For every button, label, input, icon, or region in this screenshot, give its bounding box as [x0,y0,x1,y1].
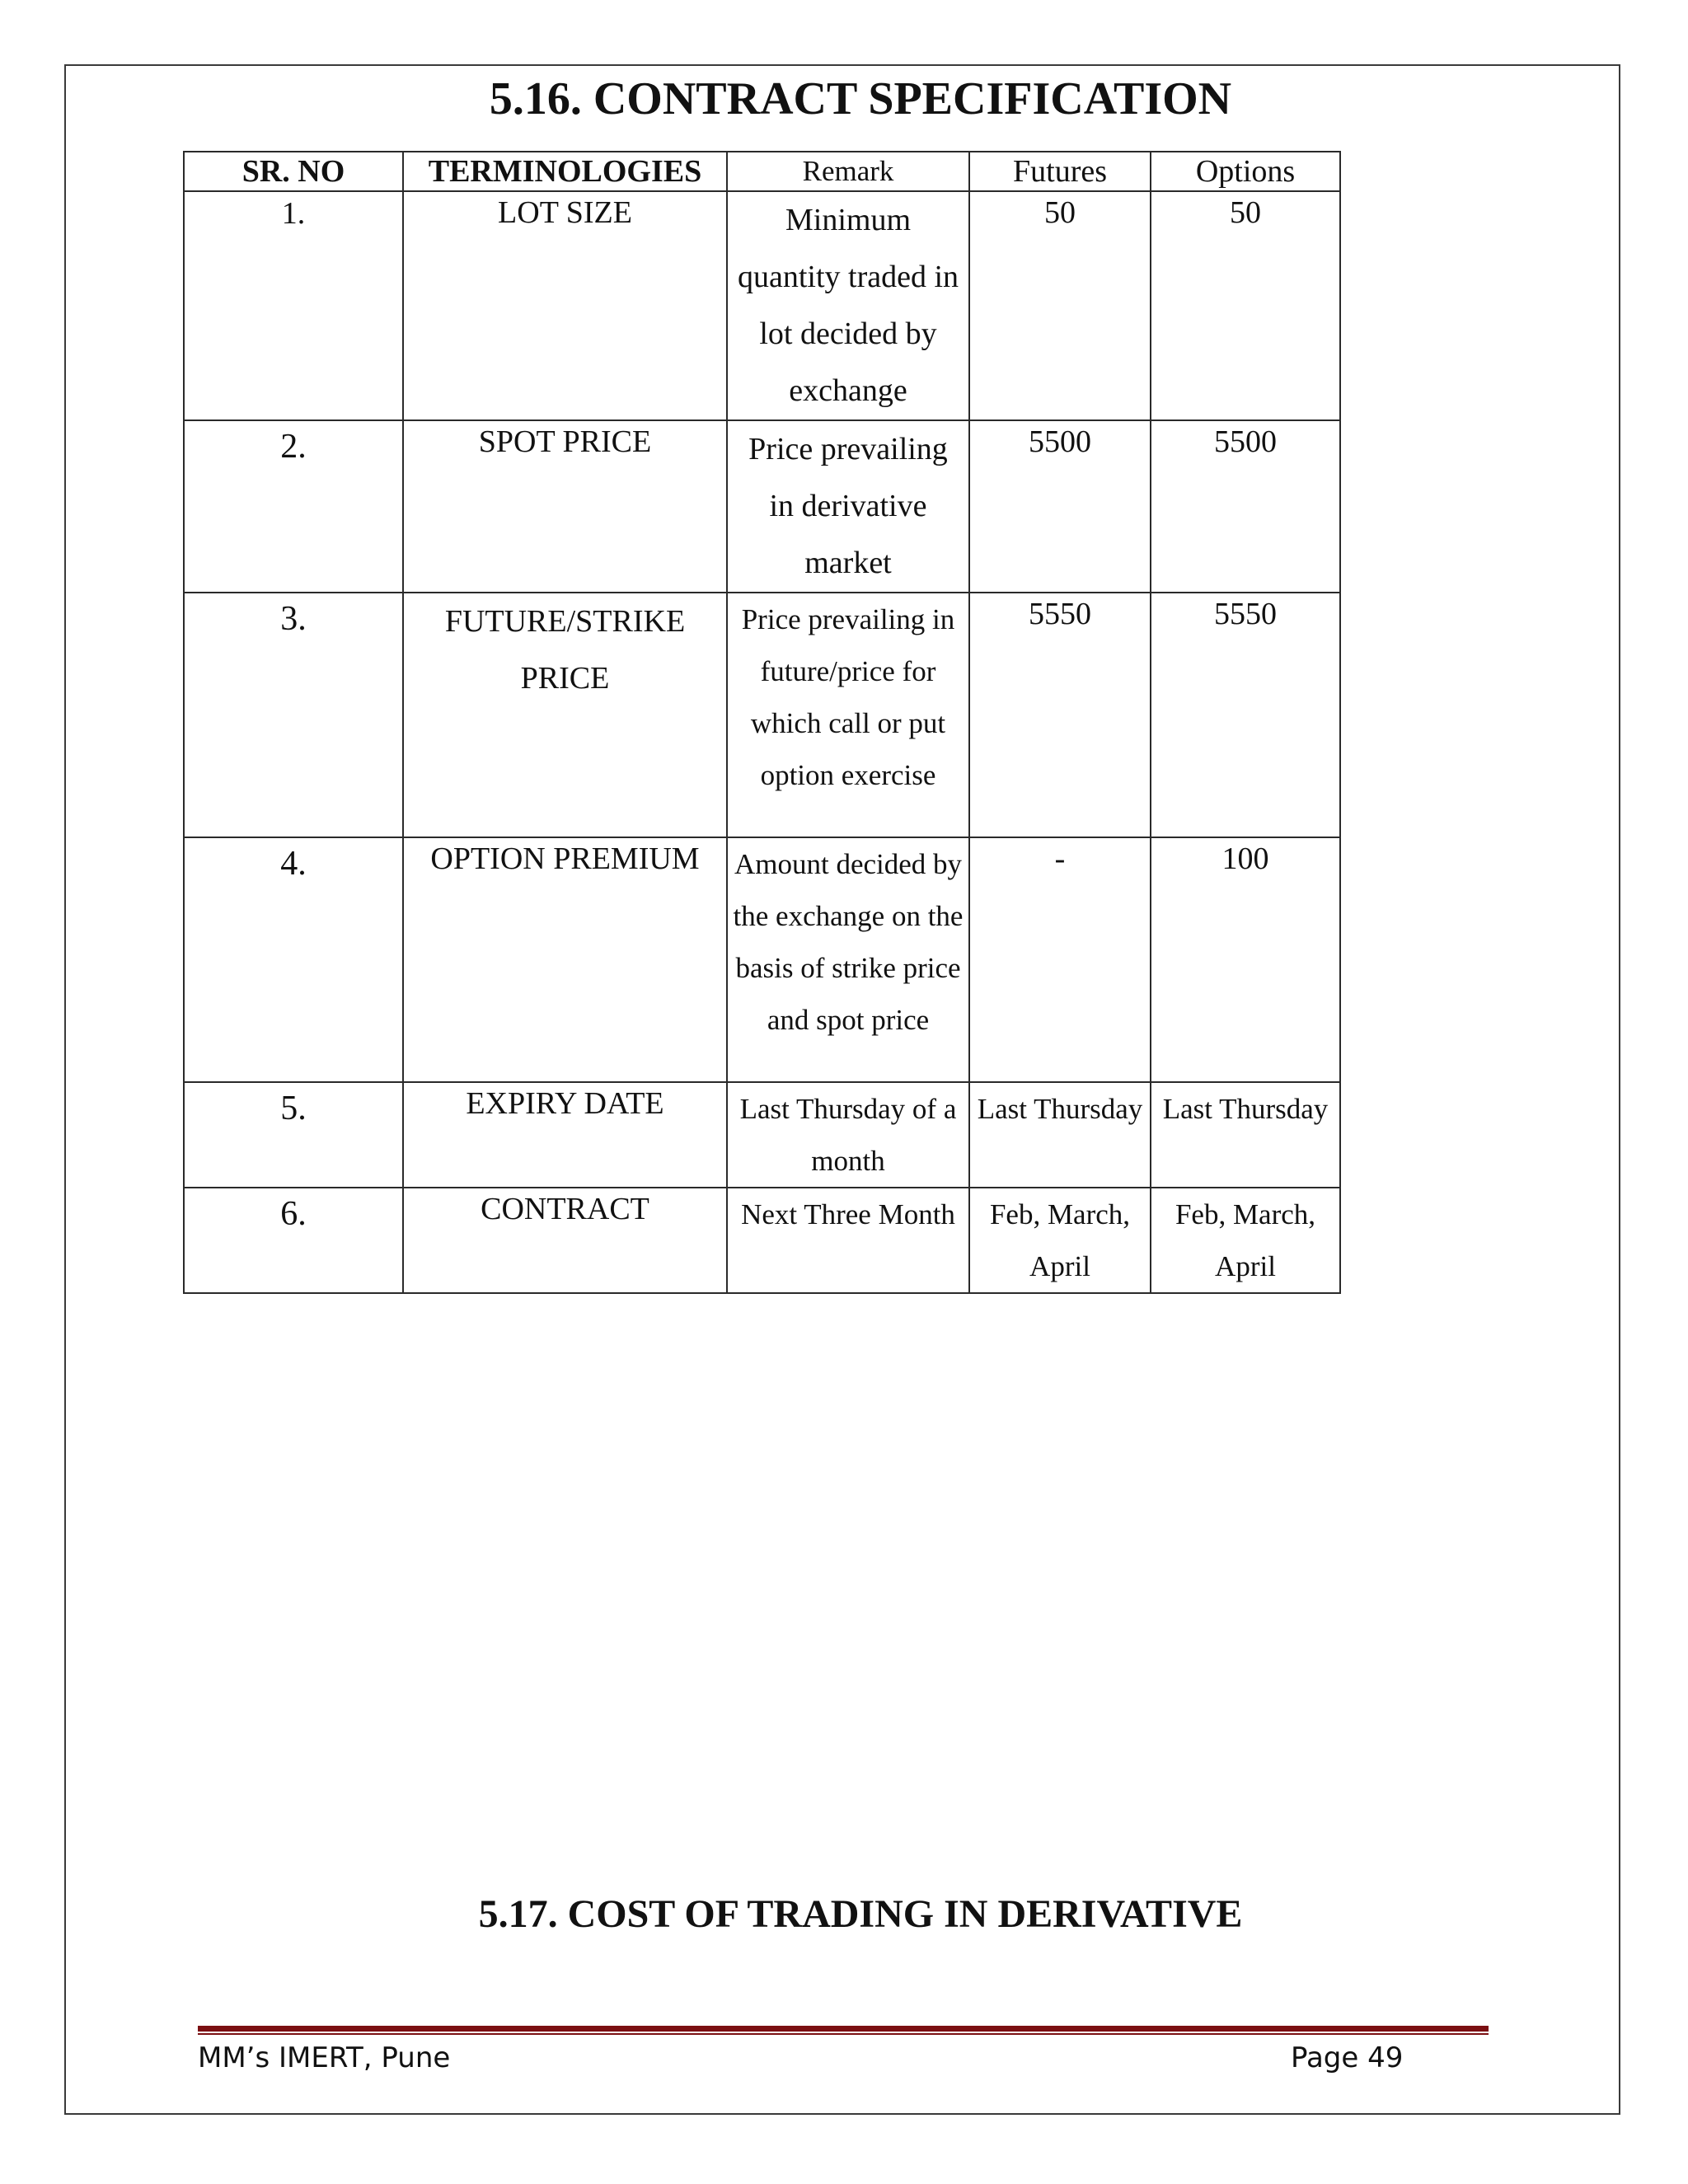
header-remark: Remark [727,152,969,191]
terminology-cell: SPOT PRICE [403,420,727,593]
options-cell: Last Thursday [1151,1082,1340,1188]
terminology-cell: FUTURE/STRIKE PRICE [403,593,727,837]
terminology-cell: LOT SIZE [403,191,727,420]
remark-cell: Next Three Month [727,1188,969,1293]
options-cell: 5550 [1151,593,1340,837]
options-cell: 50 [1151,191,1340,420]
options-cell: 100 [1151,837,1340,1082]
futures-cell: Feb, March, April [969,1188,1151,1293]
remark-cell: Last Thursday of a month [727,1082,969,1188]
sr-no-cell: 5. [184,1082,403,1188]
contract-specification-table [183,151,1341,1294]
sr-no-cell: 2. [184,420,403,593]
sr-no-cell: 1. [184,191,403,420]
header-terminologies: TERMINOLOGIES [403,152,727,191]
header-options: Options [1151,152,1340,191]
futures-cell: 50 [969,191,1151,420]
header-futures: Futures [969,152,1151,191]
table-row [184,837,1340,1082]
futures-cell: - [969,837,1151,1082]
remark-cell: Amount decided by the exchange on the basis of strike price and spot price [727,837,969,1082]
futures-cell: 5500 [969,420,1151,593]
table-row [184,593,1340,837]
sr-no-cell: 4. [184,837,403,1082]
footer-institution: MM’s IMERT, Pune [198,2041,451,2074]
sr-no-cell: 6. [184,1188,403,1293]
terminology-cell: CONTRACT [403,1188,727,1293]
footer-rule [198,2026,1489,2035]
terminology-cell: OPTION PREMIUM [403,837,727,1082]
table-row [184,420,1340,593]
table-row [184,1188,1340,1293]
table-header-row [184,152,1340,191]
remark-cell: Price prevailing in future/price for which call or put option exercise [727,593,969,837]
remark-cell: Price prevailing in derivative market [727,420,969,593]
footer-page-number: Page 49 [1291,2041,1404,2074]
remark-cell: Minimum quantity traded in lot decided by exchange [727,191,969,420]
futures-cell: Last Thursday [969,1082,1151,1188]
futures-cell: 5550 [969,593,1151,837]
next-section-title: 5.17. COST OF TRADING IN DERIVATIVE [478,1892,1243,1936]
table-row [184,191,1340,420]
section-title: 5.16. CONTRACT SPECIFICATION [489,73,1232,124]
table-row [184,1082,1340,1188]
sr-no-cell: 3. [184,593,403,837]
header-sr-no: SR. NO [184,152,403,191]
options-cell: 5500 [1151,420,1340,593]
terminology-cell: EXPIRY DATE [403,1082,727,1188]
options-cell: Feb, March, April [1151,1188,1340,1293]
